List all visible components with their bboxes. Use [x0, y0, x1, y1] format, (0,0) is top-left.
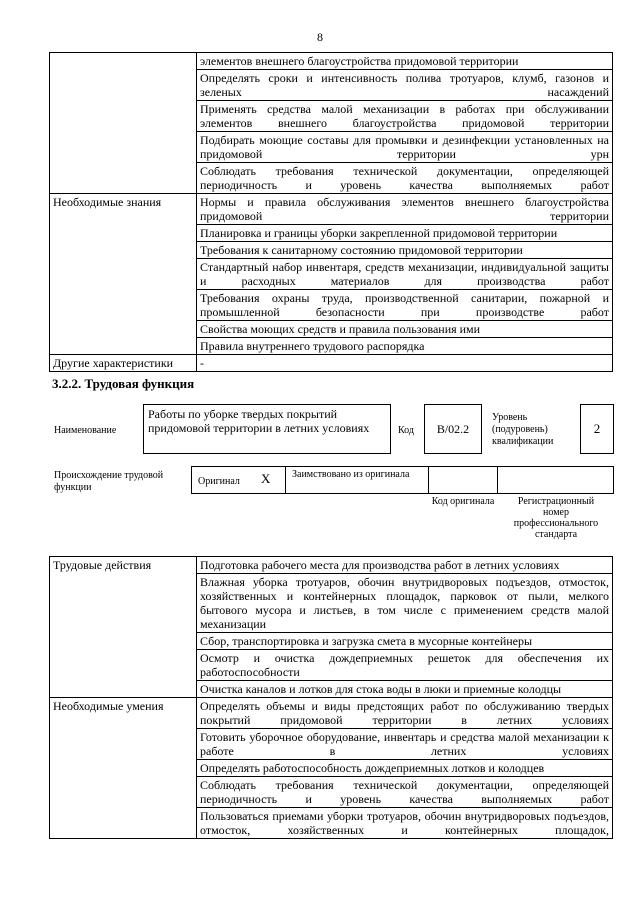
table-skills-knowledge: [49, 52, 613, 372]
origin-divider: [497, 466, 498, 494]
code-value-box: [424, 404, 482, 454]
row-text: Осмотр и очистка дождеприемных решеток для обеспечения их работоспособности: [197, 650, 613, 681]
row-text: Планировка и границы уборки закрепленной придомовой территории: [197, 225, 613, 242]
table-row: [50, 355, 613, 372]
row-text: Пользоваться приемами уборки тротуаров, обочин внутридворовых подъездов, отмосток, хозяйственных и контейнерных площадок,: [197, 808, 613, 839]
row-text: Влажная уборка тротуаров, обочин внутридворовых подъездов, отмосток, хозяйственных и контейнерных площадок, парковок от пыли, мелкого бытового мусора и листьев, в том числе с применением средств малой механизации: [197, 574, 613, 633]
borrowed-label: Заимствовано из оригинала: [292, 469, 410, 480]
row-text: Определять сроки и интенсивность полива тротуаров, клумб, газонов и зеленых насаждений: [197, 70, 613, 101]
name-label: Наименование: [54, 425, 117, 436]
origin-divider: [428, 466, 429, 494]
name-value-box: [143, 404, 391, 454]
row-label: Другие характеристики: [50, 355, 197, 372]
level-value: 2: [593, 421, 601, 436]
table-labor-actions: [49, 556, 613, 839]
row-text: Готовить уборочное оборудование, инвентарь и средства малой механизации к работе в летних условиях: [197, 729, 613, 760]
row-label: Трудовые действия: [50, 557, 197, 698]
code-value: B/02.2: [436, 422, 470, 436]
row-text: Очистка каналов и лотков для стока воды в люки и приемные колодцы: [197, 681, 613, 698]
name-value: Работы по уборке твердых покрытий придомовой территории в летних условиях: [148, 407, 370, 435]
row-label: [50, 53, 197, 194]
table-row: [50, 557, 613, 574]
section-title: 3.2.2. Трудовая функция: [52, 376, 195, 391]
row-text: Требования охраны труда, производственной санитарии, пожарной и промышленной безопасности при производстве работ: [197, 290, 613, 321]
row-text: Соблюдать требования технической документации, определяющей периодичность и уровень качества выполняемых работ: [197, 777, 613, 808]
row-text: Стандартный набор инвентаря, средств механизации, индивидуальной защиты и расходных материалов для производства работ: [197, 259, 613, 290]
table-row: [50, 194, 613, 225]
table-row: [50, 53, 613, 70]
level-value-box: [580, 404, 614, 454]
page-number: 8: [317, 30, 323, 44]
origin-divider: [285, 466, 286, 494]
row-text: Сбор, транспортировка и загрузка смета в мусорные контейнеры: [197, 633, 613, 650]
row-text: элементов внешнего благоустройства придомовой территории: [197, 53, 613, 70]
row-text: Свойства моющих средств и правила пользования ими: [197, 321, 613, 338]
table-row: [50, 698, 613, 729]
row-text: Применять средства малой механизации в работах при обслуживании элементов внешнего благоустройства придомовой территории: [197, 101, 613, 132]
row-label: Необходимые знания: [50, 194, 197, 355]
row-text: Определять объемы и виды предстоящих работ по обслуживанию твердых покрытий придомовой территории в летних условиях: [197, 698, 613, 729]
row-text: Правила внутреннего трудового распорядка: [197, 338, 613, 355]
code-label: Код: [398, 425, 414, 436]
row-label: Необходимые умения: [50, 698, 197, 839]
row-text: Подготовка рабочего места для производства работ в летних условиях: [197, 557, 613, 574]
origin-label: Происхождение трудовой функции: [54, 470, 164, 493]
row-text: Определять работоспособность дождеприемных лотков и колодцев: [197, 760, 613, 777]
row-text: Соблюдать требования технической документации, определяющей периодичность и уровень качества выполняемых работ: [197, 163, 613, 194]
row-text: Требования к санитарному состоянию придомовой территории: [197, 242, 613, 259]
row-text: Нормы и правила обслуживания элементов внешнего благоустройства придомовой территории: [197, 194, 613, 225]
reg-number-caption: Регистрационный номер профессионального стандарта: [513, 496, 599, 540]
original-mark: X: [261, 471, 271, 486]
original-label: Оригинал: [198, 476, 240, 487]
code-original-caption: Код оригинала: [431, 496, 495, 507]
level-label: Уровень (подуровень) квалификации: [492, 412, 554, 447]
row-text: Подбирать моющие составы для промывки и дезинфекции установленных на придомовой территории урн: [197, 132, 613, 163]
row-text: -: [197, 355, 613, 372]
